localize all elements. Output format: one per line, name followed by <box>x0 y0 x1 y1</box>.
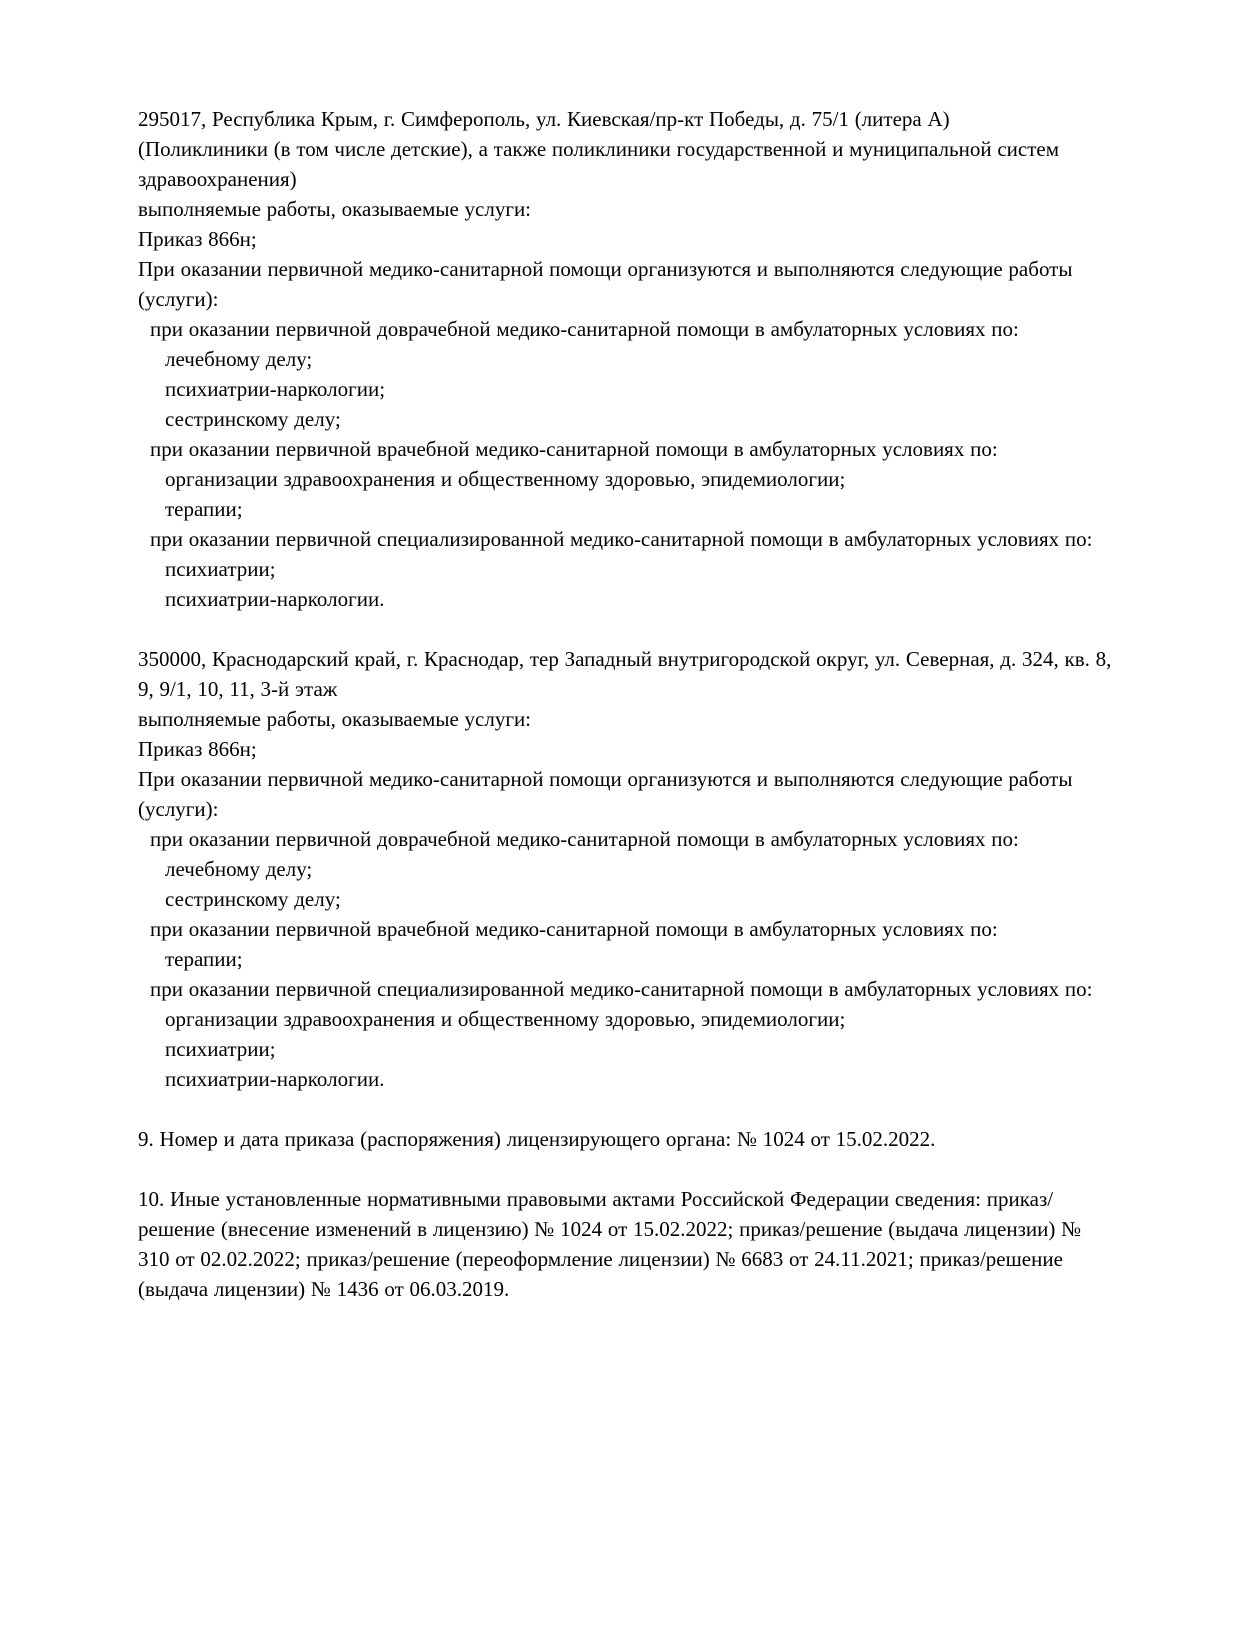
paragraph: (Поликлиники (в том числе детские), а также поликлиники государственной и муниципальной систем здравоохранения) <box>138 137 1060 191</box>
paragraph: сестринскому делу; <box>165 407 341 431</box>
paragraph: При оказании первичной медико-санитарной помощи организуются и выполняются следующие работы (услуги): <box>138 767 1073 821</box>
section-facility-simferopol <box>138 104 1113 614</box>
paragraph: терапии; <box>165 497 243 521</box>
paragraph: лечебному делу; <box>165 347 313 371</box>
paragraph: Приказ 866н; <box>138 227 257 251</box>
paragraph: 10. Иные установленные нормативными правовыми актами Российской Федерации сведения: приказ/решение (внесение изменений в лицензию) № 1024 от 15.02.2022; приказ/решение (выдача лицензии) № 310 от 02.02.2022; приказ/решение (переоформление лицензии) № 6683 от 24.11.2021; приказ/решение (выдача лицензии) № 1436 от 06.03.2019. <box>138 1187 1082 1301</box>
paragraph: организации здравоохранения и общественному здоровью, эпидемиологии; <box>165 467 846 491</box>
paragraph: психиатрии-наркологии; <box>165 377 386 401</box>
paragraph: при оказании первичной специализированной медико-санитарной помощи в амбулаторных условиях по: <box>150 977 1093 1001</box>
paragraph: При оказании первичной медико-санитарной помощи организуются и выполняются следующие работы (услуги): <box>138 257 1073 311</box>
paragraph: психиатрии-наркологии. <box>165 587 385 611</box>
paragraph: 350000, Краснодарский край, г. Краснодар, тер Западный внутригородской округ, ул. Северная, д. 324, кв. 8, 9, 9/1, 10, 11, 3-й этаж <box>138 647 1112 701</box>
paragraph: организации здравоохранения и общественному здоровью, эпидемиологии; <box>165 1007 846 1031</box>
section-other-information <box>138 1184 1113 1304</box>
paragraph: терапии; <box>165 947 243 971</box>
paragraph: при оказании первичной доврачебной медико-санитарной помощи в амбулаторных условиях по: <box>150 827 1019 851</box>
paragraph: при оказании первичной врачебной медико-санитарной помощи в амбулаторных условиях по: <box>150 437 998 461</box>
paragraph: выполняемые работы, оказываемые услуги: <box>138 197 532 221</box>
paragraph: сестринскому делу; <box>165 887 341 911</box>
paragraph: при оказании первичной специализированной медико-санитарной помощи в амбулаторных условиях по: <box>150 527 1093 551</box>
section-order-number <box>138 1124 1113 1154</box>
document-body <box>138 104 1113 1304</box>
paragraph: психиатрии; <box>165 1037 276 1061</box>
paragraph: лечебному делу; <box>165 857 313 881</box>
paragraph: Приказ 866н; <box>138 737 257 761</box>
paragraph: выполняемые работы, оказываемые услуги: <box>138 707 532 731</box>
paragraph: при оказании первичной доврачебной медико-санитарной помощи в амбулаторных условиях по: <box>150 317 1019 341</box>
paragraph: 9. Номер и дата приказа (распоряжения) лицензирующего органа: № 1024 от 15.02.2022. <box>138 1127 936 1151</box>
paragraph: 295017, Республика Крым, г. Симферополь, ул. Киевская/пр-кт Победы, д. 75/1 (литера А) <box>138 107 950 131</box>
paragraph: психиатрии-наркологии. <box>165 1067 385 1091</box>
paragraph: психиатрии; <box>165 557 276 581</box>
section-facility-krasnodar <box>138 644 1113 1094</box>
paragraph: при оказании первичной врачебной медико-санитарной помощи в амбулаторных условиях по: <box>150 917 998 941</box>
